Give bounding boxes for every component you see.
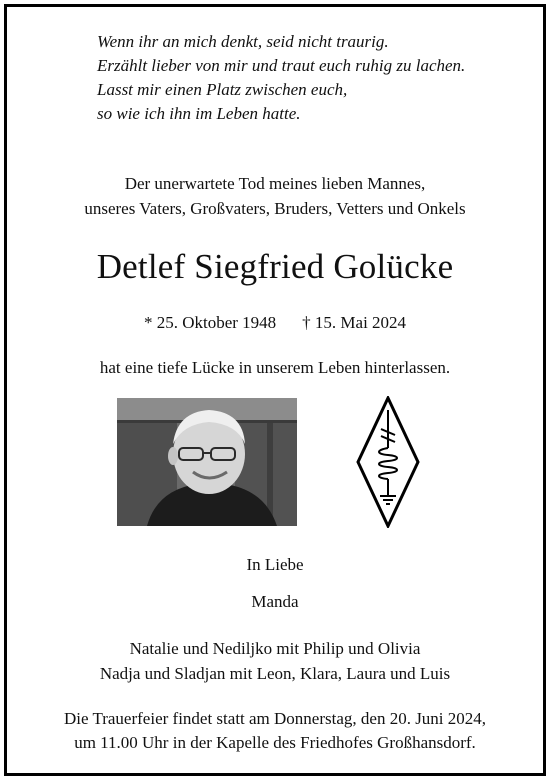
loss-text: hat eine tiefe Lücke in unserem Leben hinterlassen. (99, 358, 451, 377)
family-line: Nadja und Sladjan mit Leon, Klara, Laura und Luis (99, 664, 451, 683)
in-love-text: In Liebe (246, 555, 304, 574)
intro-text (0, 171, 550, 221)
service-line: um 11.00 Uhr in der Kapelle des Friedhofes Großhansdorf. (74, 733, 476, 752)
intro-line: Der unerwartete Tod meines lieben Mannes, (124, 174, 426, 193)
service-info (0, 707, 550, 755)
portrait-photo (117, 398, 297, 526)
wife-name: Manda (251, 592, 299, 611)
poem (97, 30, 465, 126)
deceased-name: Detlef Siegfried Golücke (96, 247, 454, 286)
poem-line: so wie ich ihn im Leben hatte. (97, 104, 301, 123)
life-dates (0, 311, 550, 335)
death-date: † 15. Mai 2024 (302, 313, 407, 332)
birth-date: * 25. Oktober 1948 (143, 313, 277, 332)
poem-line: Lasst mir einen Platz zwischen euch, (97, 80, 348, 99)
family-line: Natalie und Nediljko mit Philip und Olivia (129, 639, 421, 658)
intro-line: unseres Vaters, Großvaters, Bruders, Vetters und Onkels (84, 199, 466, 218)
service-line: Die Trauerfeier findet statt am Donnerstag, den 20. Juni 2024, (63, 709, 487, 728)
poem-line: Erzählt lieber von mir und traut euch ruhig zu lachen. (97, 56, 466, 75)
family-list (0, 636, 550, 686)
amateur-radio-emblem-icon (356, 396, 420, 528)
poem-line: Wenn ihr an mich denkt, seid nicht traurig. (97, 32, 389, 51)
